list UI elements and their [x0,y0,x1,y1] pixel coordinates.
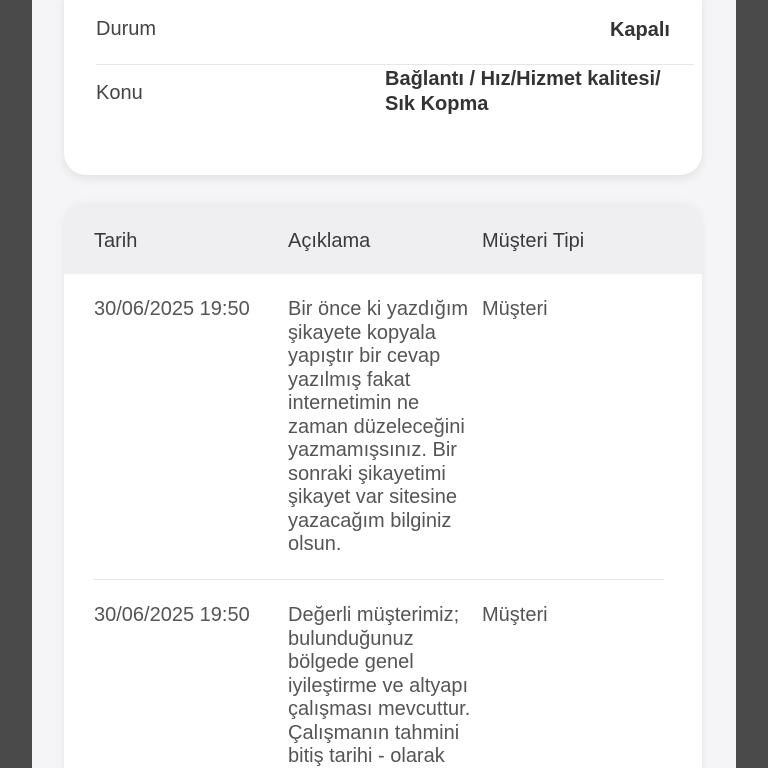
row-date: 30/06/2025 19:50 [94,298,250,320]
description-line: zaman düzeleceğini [288,415,465,438]
description-line: yazılmış fakat [288,368,411,391]
table-row [64,580,702,768]
description-line: internetimin ne [288,392,420,414]
status-label: Durum [96,18,157,40]
row-date: 30/06/2025 19:50 [94,604,250,626]
description-line: Değerli müşterimiz; [288,604,460,626]
description-line: yazmamışsınız. Bir [288,439,457,461]
subject-value-line: Bağlantı / Hız/Hizmet kalitesi/ [385,68,661,90]
complaint-summary-card [64,0,702,175]
row-description [288,604,478,768]
row-customer-type: Müşteri [482,604,548,626]
description-line: bulunduğunuz [288,627,414,650]
description-line: yazacağım bilginiz [288,509,452,532]
subject-value-line: Sık Kopma [385,93,489,115]
description-line: bölgede genel [288,651,414,673]
column-header-description: Açıklama [288,230,371,252]
table-header [64,206,702,274]
app-screen [32,0,736,768]
column-header-date: Tarih [94,230,138,252]
row-description [288,298,478,557]
description-line: çalışması mevcuttur. [288,698,471,720]
description-line: bitiş tarihi - olarak [288,745,445,767]
subject-value [385,67,685,117]
row-customer-type: Müşteri [482,298,548,320]
description-line: sonraki şikayetimi [288,462,446,485]
description-line: şikayet var sitesine [288,486,457,508]
table-row [64,274,702,580]
description-line: iyileştirme ve altyapı [288,674,469,697]
status-row [96,0,694,65]
subject-row [96,64,694,144]
description-line: olsun. [288,533,342,555]
description-line: şikayete kopyala [288,321,436,344]
description-line: Çalışmanın tahmini [288,721,460,744]
status-value: Kapalı [609,19,670,41]
subject-label: Konu [96,82,143,104]
complaint-history-table [64,206,702,768]
description-line: yapıştır bir cevap [288,345,441,367]
column-header-customer-type: Müşteri Tipi [482,230,585,252]
description-line: Bir önce ki yazdığım [288,298,469,320]
